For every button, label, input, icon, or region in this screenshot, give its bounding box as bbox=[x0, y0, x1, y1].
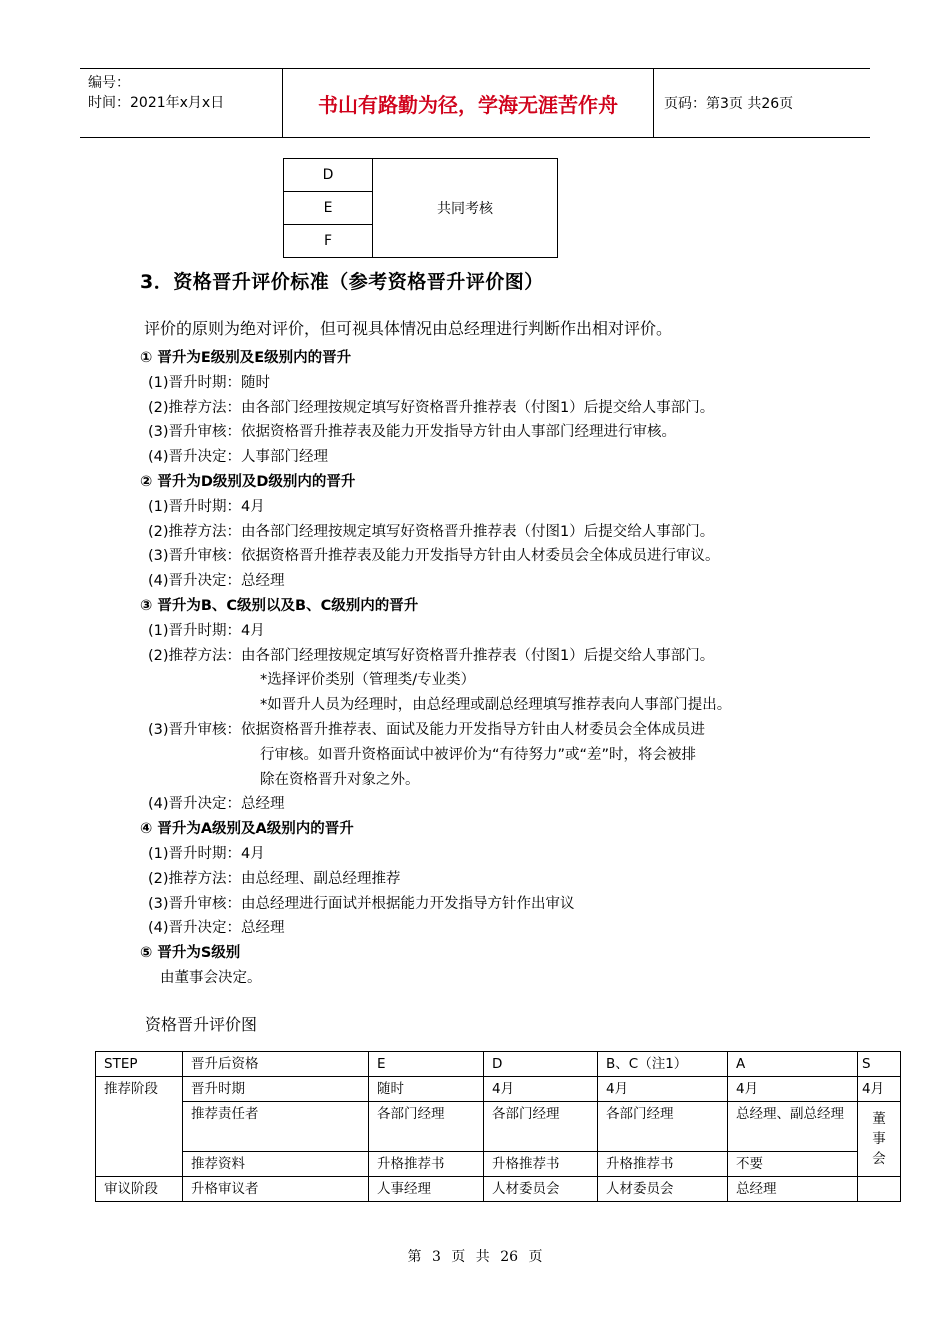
table-row bbox=[96, 1152, 901, 1177]
grade-table bbox=[283, 158, 558, 258]
promotion-level-line: 行审核。如晋升资格面试中被评价为“有待努力”或“差”时，将会被排 bbox=[260, 746, 697, 763]
promotion-level bbox=[140, 346, 830, 470]
table-cell: A bbox=[728, 1052, 858, 1077]
promotion-level bbox=[140, 470, 830, 594]
header-page-label: 页码：第3页 共26页 bbox=[664, 96, 794, 112]
table-cell: 人事经理 bbox=[369, 1177, 484, 1202]
section-intro: 评价的原则为绝对评价，但可视具体情况由总经理进行判断作出相对评价。 bbox=[144, 319, 673, 338]
promotion-level-line: (2)推荐方法：由各部门经理按规定填写好资格晋升推荐表（付图1）后提交给人事部门。 bbox=[148, 647, 715, 664]
table-cell: B、C（注1） bbox=[598, 1052, 728, 1077]
promotion-level-line: *选择评价类别（管理类/专业类） bbox=[260, 672, 476, 689]
figure-caption: 资格晋升评价图 bbox=[145, 1015, 258, 1034]
promotion-level-line: (1)晋升时期：4月 bbox=[148, 498, 265, 515]
table-row bbox=[96, 1177, 901, 1202]
table-cell: D bbox=[484, 1052, 598, 1077]
promotion-level-line: 除在资格晋升对象之外。 bbox=[260, 771, 420, 788]
grade-cell: E bbox=[284, 192, 373, 225]
promotion-level-line: (2)推荐方法：由总经理、副总经理推荐 bbox=[148, 870, 401, 887]
promotion-level-title: ① 晋升为E级别及E级别内的晋升 bbox=[140, 350, 352, 366]
table-cell: 升格推荐书 bbox=[484, 1152, 598, 1177]
promotion-level-line: (1)晋升时期：随时 bbox=[148, 374, 271, 391]
table-cell: E bbox=[369, 1052, 484, 1077]
stage-cell-review: 审议阶段 bbox=[96, 1177, 183, 1202]
promotion-level-line: (1)晋升时期：4月 bbox=[148, 845, 265, 862]
table-cell: 4月 bbox=[858, 1077, 901, 1102]
grade-cell: D bbox=[284, 159, 373, 192]
promotion-level-line: (4)晋升决定：总经理 bbox=[148, 920, 285, 937]
table-cell bbox=[858, 1177, 901, 1202]
table-row bbox=[96, 1077, 901, 1102]
table-cell: 4月 bbox=[728, 1077, 858, 1102]
table-cell: 人材委员会 bbox=[484, 1177, 598, 1202]
promotion-level-line: (3)晋升审核：依据资格晋升推荐表、面试及能力开发指导方针由人材委员会全体成员进 bbox=[148, 721, 706, 738]
promotion-level-title: ③ 晋升为B、C级别以及B、C级别内的晋升 bbox=[140, 597, 419, 614]
table-cell: 随时 bbox=[369, 1077, 484, 1102]
promotion-level-line: (2)推荐方法：由各部门经理按规定填写好资格晋升推荐表（付图1）后提交给人事部门。 bbox=[148, 523, 715, 540]
promotion-level-line: 由董事会决定。 bbox=[160, 969, 262, 986]
page-footer: 第 3 页 共 26 页 bbox=[407, 1249, 543, 1265]
promotion-level-line: (3)晋升审核：依据资格晋升推荐表及能力开发指导方针由人材委员会全体成员进行审议。 bbox=[148, 548, 720, 565]
table-cell: 升格推荐书 bbox=[598, 1152, 728, 1177]
promotion-level-line: (4)晋升决定：总经理 bbox=[148, 796, 285, 813]
table-cell: 晋升时期 bbox=[183, 1077, 369, 1102]
table-cell: 人材委员会 bbox=[598, 1177, 728, 1202]
promotion-level-line: (3)晋升审核：依据资格晋升推荐表及能力开发指导方针由人事部门经理进行审核。 bbox=[148, 424, 677, 441]
table-cell: 各部门经理 bbox=[598, 1102, 728, 1152]
page-header bbox=[80, 68, 870, 138]
document-number-label: 编号： bbox=[88, 75, 130, 91]
main-content bbox=[140, 262, 830, 991]
header-motto: 书山有路勤为径，学海无涯苦作舟 bbox=[282, 69, 654, 137]
table-cell: STEP bbox=[96, 1052, 183, 1077]
header-meta bbox=[80, 69, 282, 137]
board-cell: 董 事 会 bbox=[858, 1102, 901, 1177]
promotion-level-line: (4)晋升决定：总经理 bbox=[148, 573, 285, 590]
promotion-level-line: *如晋升人员为经理时，由总经理或副总经理填写推荐表向人事部门提出。 bbox=[260, 697, 732, 714]
table-row bbox=[96, 1052, 901, 1077]
grade-cell: F bbox=[284, 225, 373, 258]
promotion-level-title: ② 晋升为D级别及D级别内的晋升 bbox=[140, 473, 356, 490]
promotion-level-line: (1)晋升时期：4月 bbox=[148, 622, 265, 639]
table-cell: 不要 bbox=[728, 1152, 858, 1177]
promotion-level bbox=[140, 594, 830, 817]
table-cell: 4月 bbox=[484, 1077, 598, 1102]
table-cell: 推荐责任者 bbox=[183, 1102, 369, 1152]
promotion-level bbox=[140, 817, 830, 941]
table-cell: 总经理、副总经理 bbox=[728, 1102, 858, 1152]
table-row bbox=[96, 1102, 901, 1152]
table-cell: 推荐资料 bbox=[183, 1152, 369, 1177]
promotion-evaluation-table bbox=[95, 1051, 901, 1202]
table-cell: 晋升后资格 bbox=[183, 1052, 369, 1077]
promotion-levels bbox=[140, 346, 830, 991]
table-cell: 升格推荐书 bbox=[369, 1152, 484, 1177]
joint-assessment-cell: 共同考核 bbox=[373, 159, 558, 258]
promotion-level-title: ⑤ 晋升为S级别 bbox=[140, 945, 241, 962]
promotion-level-line: (3)晋升审核：由总经理进行面试并根据能力开发指导方针作出审议 bbox=[148, 895, 575, 912]
table-cell: 各部门经理 bbox=[484, 1102, 598, 1152]
table-cell: 总经理 bbox=[728, 1177, 858, 1202]
promotion-level bbox=[140, 941, 830, 991]
promotion-level-line: (2)推荐方法：由各部门经理按规定填写好资格晋升推荐表（付图1）后提交给人事部门。 bbox=[148, 399, 715, 416]
document-date-label: 时间：2021年x月x日 bbox=[88, 95, 225, 111]
stage-cell-recommend: 推荐阶段 bbox=[96, 1077, 183, 1177]
table-cell: 4月 bbox=[598, 1077, 728, 1102]
promotion-level-title: ④ 晋升为A级别及A级别内的晋升 bbox=[140, 821, 354, 838]
table-cell: S bbox=[858, 1052, 901, 1077]
section-title: 3．资格晋升评价标准（参考资格晋升评价图） bbox=[140, 271, 544, 293]
table-cell: 升格审议者 bbox=[183, 1177, 369, 1202]
promotion-level-line: (4)晋升决定：人事部门经理 bbox=[148, 449, 329, 466]
table-cell: 各部门经理 bbox=[369, 1102, 484, 1152]
